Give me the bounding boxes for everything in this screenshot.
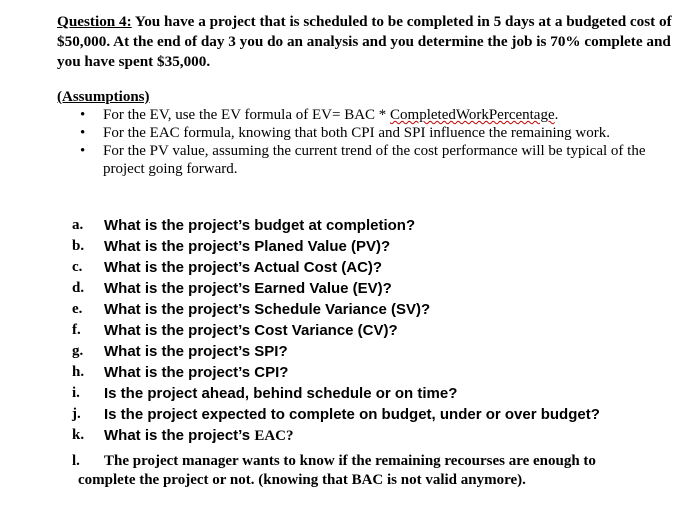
- list-item: [72, 383, 692, 404]
- list-item: [72, 215, 692, 236]
- item-letter: a.: [72, 217, 84, 233]
- bullet-icon: •: [80, 125, 86, 141]
- spellcheck-word: CompletedWorkPercentage: [390, 107, 555, 123]
- item-letter: i.: [72, 385, 80, 401]
- question-list: [72, 215, 692, 446]
- list-item: [72, 341, 692, 362]
- item-letter: c.: [72, 259, 83, 275]
- final-question-line-2: complete the project or not. (knowing that BAC is not valid anymore).: [78, 472, 526, 488]
- assumption-text: For the EV, use the EV formula of EV= BAC *: [103, 107, 391, 123]
- item-text-eac: EAC?: [254, 428, 294, 444]
- item-letter: l.: [72, 453, 80, 469]
- item-text: Is the project ahead, behind schedule or on time?: [104, 385, 458, 402]
- item-letter: k.: [72, 427, 85, 443]
- item-text: What is the project’s Schedule Variance (SV)?: [104, 301, 431, 318]
- item-letter: f.: [72, 322, 81, 338]
- list-item: [72, 404, 692, 425]
- assumption-text-end: .: [554, 107, 559, 123]
- final-question-line-1: The project manager wants to know if the remaining recourses are enough to: [104, 453, 596, 469]
- item-letter: j.: [72, 406, 81, 422]
- item-text: [104, 425, 293, 447]
- list-item: [72, 236, 692, 257]
- assumption-text: For the EAC formula, knowing that both CPI and SPI influence the remaining work.: [103, 125, 611, 141]
- assumption-item: [78, 124, 678, 142]
- item-text: What is the project’s budget at completion?: [104, 217, 416, 234]
- item-text: What is the project’s Planed Value (PV)?: [104, 238, 391, 255]
- item-text-part: What is the project’s: [104, 427, 255, 444]
- list-item: [72, 257, 692, 278]
- question-label: Question 4:: [57, 13, 132, 30]
- item-letter: b.: [72, 238, 85, 254]
- item-text: What is the project’s Cost Variance (CV)?: [104, 322, 398, 339]
- item-letter: e.: [72, 301, 83, 317]
- item-text: Is the project expected to complete on budget, under or over budget?: [104, 406, 600, 423]
- bullet-icon: •: [80, 143, 86, 159]
- item-letter: d.: [72, 280, 85, 296]
- final-question: [72, 452, 682, 490]
- item-letter: g.: [72, 343, 84, 359]
- bullet-icon: •: [80, 107, 86, 123]
- assumptions-heading: (Assumptions): [57, 89, 150, 105]
- assumption-text: For the PV value, assuming the current trend of the cost performance will be typical of the project going forward.: [103, 143, 646, 177]
- item-text: What is the project’s SPI?: [104, 343, 288, 360]
- assumption-item: [78, 142, 678, 178]
- item-text: What is the project’s Actual Cost (AC)?: [104, 259, 383, 276]
- list-item: [72, 299, 692, 320]
- list-item: [72, 362, 692, 383]
- item-text: What is the project’s CPI?: [104, 364, 289, 381]
- assumptions-list: [78, 106, 678, 178]
- question-text: You have a project that is scheduled to be completed in 5 days at a budgeted cost of $50,000. At the end of day 3 you do an analysis and you determine the job is 70% complete and you have spent $35,000.: [57, 13, 672, 70]
- item-letter: h.: [72, 364, 85, 380]
- list-item: [72, 425, 692, 446]
- list-item: [72, 278, 692, 299]
- list-item: [72, 320, 692, 341]
- item-text: What is the project’s Earned Value (EV)?: [104, 280, 392, 297]
- assumption-item: [78, 106, 678, 124]
- question-paragraph: [57, 12, 677, 72]
